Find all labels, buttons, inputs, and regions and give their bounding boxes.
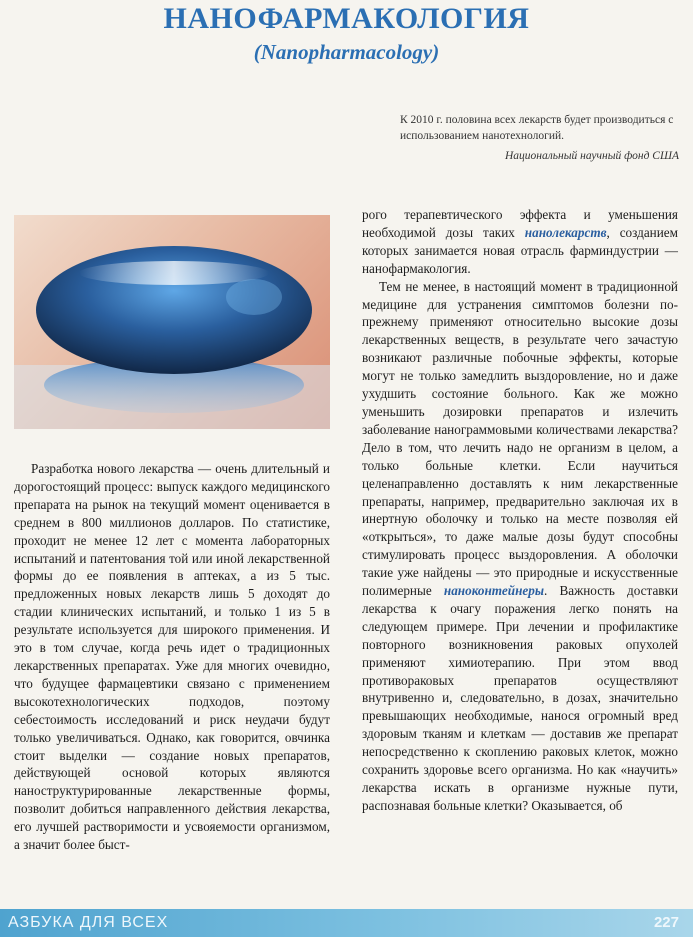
section-name: АЗБУКА ДЛЯ ВСЕХ — [8, 914, 169, 931]
right-column — [362, 206, 678, 815]
page-subtitle: (Nanopharmacology) — [253, 40, 440, 64]
right-p2-text-end: . Важность доставки лекарства к очагу поражения легко понять на следующем примере. При лечении и профилактике повторного возникновения раковых опухолей применяют химиотерапию. При этом ввод противораковых препаратов осуществляют внутривенно и, следовательно, в дозах, значительно превышающих необходимые, нанося огромный вред здоровым тканям и клеткам — доставив же препарат непосредственно к скоплению раковых клеток, можно сохранить здоровье всего организма. Но как «научить» лекарства искать в организме нужные пути, распознавая больные клетки? Оказывается, об — [362, 583, 678, 813]
right-p1-text-end: , созданием которых занимается новая отрасль фарминдустрии — нанофармакология. — [362, 224, 678, 276]
term-nanocontainers: наноконтейнеры — [443, 583, 544, 599]
capsule-photo — [14, 215, 330, 429]
left-column — [14, 460, 330, 854]
epigraph-source: Национальный научный фонд США — [505, 150, 679, 162]
page-title: НАНОФАРМАКОЛОГИЯ — [163, 2, 530, 35]
term-nanomedicines: нанолекарств — [524, 224, 607, 240]
right-p2-text: Тем не менее, в настоящий момент в традиционной медицине для устранения симптомов болезни по-прежнему применяют относительно высокие дозы лекарственных веществ, в результате чего зачастую возникают различные побочные эффекты, которые могут не только замедлить выздоровление, но и даже ухудшить состояние больного. Как же можно уменьшить дозировки препаратов и излечить заболевание нанограммовыми количествами лекарства? Дело в том, что лечить надо не организм в целом, а только больные клетки. Если научиться целенаправленно доставлять к ним лекарственные препараты, например, предварительно заключая их в инертную оболочку и только на месте позволяя ей «открыться», то даже малые дозы будут способны стимулировать процесс выздоровления. А оболочки такие уже найдены — это природные и искусственные полимерные — [362, 278, 678, 599]
right-paragraph-1 — [362, 206, 678, 278]
capsule-icon — [14, 215, 330, 429]
left-paragraph: Разработка нового лекарства — очень длительный и дорогостоящий процесс: выпуск каждого медицинского препарата на рынок на текущий момент оценивается в среднем в 800 миллионов долларов. По статистике, проходит не менее 12 лет с момента лабораторных испытаний и патентования той или иной лекарственной формы до ее появления в аптеках, а из 5 тыс. предложенных новых лекарств лишь 5 доходят до стадии клинических испытаний, и только 1 из 5 в результате используется для широкого применения. И это в том случае, когда речь идет о традиционных лекарственных препаратах. Уже для многих очевидно, что будущее фармацевтики связано с применением высокотехнологических подходов, поэтому себестоимость исследований и риск неудачи будут только увеличиваться. Однако, как говорится, овчинка стоит выделки — создание новых препаратов, действующей основой которых являются наноструктурированные лекарственные формы, позволит добиться направленного действия лекарства, его лучшей растворимости и усвояемости организмом, а значит более быст- — [14, 461, 330, 853]
right-p1-text: рого терапевтического эффекта и уменьшения необходимой дозы таких — [362, 207, 678, 240]
epigraph-quote: К 2010 г. половина всех лекарств будет производиться с использованием нанотехнологий. — [400, 114, 674, 142]
footer-band — [0, 909, 693, 937]
page-number: 227 — [653, 914, 679, 931]
right-paragraph-2 — [362, 278, 678, 815]
